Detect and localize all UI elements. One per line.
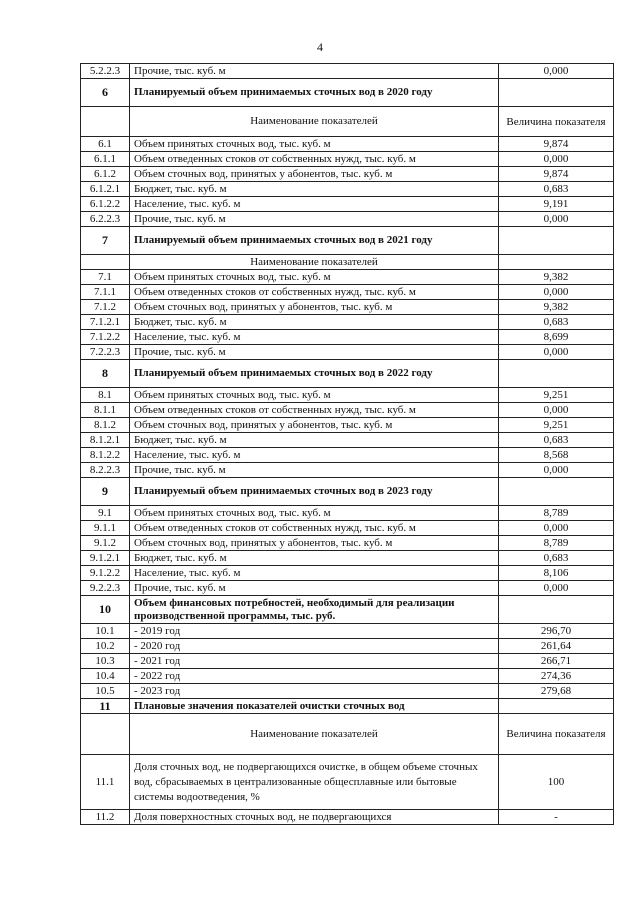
row-value-cell: 0,000 (499, 581, 614, 596)
row-number-cell: 8 (81, 360, 130, 388)
table-row (81, 433, 614, 448)
row-name-cell: Бюджет, тыс. куб. м (130, 182, 499, 197)
row-value-cell: 8,699 (499, 330, 614, 345)
row-name-cell: Объем принятых сточных вод, тыс. куб. м (130, 506, 499, 521)
row-name-cell: Плановые значения показателей очистки сточных вод (130, 699, 499, 714)
row-value-cell: 9,251 (499, 418, 614, 433)
table-row (81, 463, 614, 478)
table-row (81, 506, 614, 521)
row-value-cell: 266,71 (499, 654, 614, 669)
row-name-cell: Объем отведенных стоков от собственных нужд, тыс. куб. м (130, 285, 499, 300)
row-name-cell: Прочие, тыс. куб. м (130, 581, 499, 596)
row-name-cell: - 2021 год (130, 654, 499, 669)
row-number-cell: 10.2 (81, 639, 130, 654)
row-value-cell: 9,874 (499, 167, 614, 182)
row-value-cell: 0,000 (499, 212, 614, 227)
table-row (81, 300, 614, 315)
row-name-cell: Прочие, тыс. куб. м (130, 212, 499, 227)
row-number-cell: 8.1.2.2 (81, 448, 130, 463)
row-value-cell: 8,789 (499, 536, 614, 551)
row-number-cell: 8.1.1 (81, 403, 130, 418)
row-value-cell: 0,683 (499, 433, 614, 448)
row-number-cell: 9.1.1 (81, 521, 130, 536)
table-row (81, 270, 614, 285)
row-value-cell (499, 227, 614, 255)
row-value-cell: 0,000 (499, 521, 614, 536)
row-name-cell: Объем отведенных стоков от собственных нужд, тыс. куб. м (130, 403, 499, 418)
row-number-cell: 11 (81, 699, 130, 714)
row-name-cell: Население, тыс. куб. м (130, 330, 499, 345)
table-row (81, 684, 614, 699)
section-header-row (81, 79, 614, 107)
row-number-cell (81, 714, 130, 755)
table-row (81, 182, 614, 197)
row-number-cell: 9.1.2.2 (81, 566, 130, 581)
indicators-table (80, 63, 614, 825)
row-number-cell: 8.1.2.1 (81, 433, 130, 448)
row-name-cell: Прочие, тыс. куб. м (130, 463, 499, 478)
row-name-cell: Объем финансовых потребностей, необходимый для реализации производственной программы, тыс. руб. (130, 596, 499, 624)
row-number-cell: 10.4 (81, 669, 130, 684)
table-row (81, 654, 614, 669)
row-value-cell (499, 596, 614, 624)
row-value-cell: 0,683 (499, 315, 614, 330)
row-number-cell (81, 255, 130, 270)
row-number-cell: 10.5 (81, 684, 130, 699)
row-value-cell (499, 699, 614, 714)
table-row (81, 810, 614, 825)
section-header-row (81, 360, 614, 388)
page-number: 4 (317, 40, 323, 54)
row-number-cell: 7.1 (81, 270, 130, 285)
row-value-cell: 0,000 (499, 64, 614, 79)
column-header-row (81, 107, 614, 137)
row-number-cell: 7.1.2 (81, 300, 130, 315)
table-row (81, 285, 614, 300)
row-name-cell: Планируемый объем принимаемых сточных вод в 2023 году (130, 478, 499, 506)
table-row (81, 212, 614, 227)
row-name-cell: Планируемый объем принимаемых сточных вод в 2022 году (130, 360, 499, 388)
table-row (81, 581, 614, 596)
row-name-cell: Население, тыс. куб. м (130, 448, 499, 463)
table-row (81, 388, 614, 403)
table-row (81, 521, 614, 536)
table-row (81, 330, 614, 345)
row-name-cell: Доля поверхностных сточных вод, не подвергающихся (130, 810, 499, 825)
row-name-cell: Планируемый объем принимаемых сточных вод в 2020 году (130, 79, 499, 107)
table-row (81, 639, 614, 654)
row-number-cell: 7.1.2.1 (81, 315, 130, 330)
row-name-cell: Доля сточных вод, не подвергающихся очистке, в общем объеме сточных вод, сбрасываемых в централизованные общесплавные или бытовые системы водоотведения, % (130, 755, 499, 810)
table-row (81, 403, 614, 418)
row-name-cell: - 2022 год (130, 669, 499, 684)
section-header-row (81, 699, 614, 714)
row-number-cell: 7 (81, 227, 130, 255)
table-row (81, 448, 614, 463)
row-name-cell: Бюджет, тыс. куб. м (130, 315, 499, 330)
row-number-cell (81, 107, 130, 137)
row-value-cell (499, 255, 614, 270)
row-name-cell: Бюджет, тыс. куб. м (130, 551, 499, 566)
row-name-cell: - 2020 год (130, 639, 499, 654)
row-value-cell: 0,000 (499, 285, 614, 300)
row-number-cell: 10.1 (81, 624, 130, 639)
column-header-row (81, 714, 614, 755)
row-name-cell: Население, тыс. куб. м (130, 197, 499, 212)
row-number-cell: 9 (81, 478, 130, 506)
table-row (81, 755, 614, 810)
table-row (81, 197, 614, 212)
row-name-cell: Объем сточных вод, принятых у абонентов, тыс. куб. м (130, 418, 499, 433)
row-name-cell: Объем сточных вод, принятых у абонентов, тыс. куб. м (130, 167, 499, 182)
table-row (81, 167, 614, 182)
row-name-cell: - 2023 год (130, 684, 499, 699)
table-row (81, 137, 614, 152)
row-value-cell: 0,683 (499, 182, 614, 197)
table-row (81, 551, 614, 566)
table-row (81, 418, 614, 433)
row-number-cell: 9.1.2.1 (81, 551, 130, 566)
table-row (81, 315, 614, 330)
row-number-cell: 6.1.2.2 (81, 197, 130, 212)
row-value-cell: 274,36 (499, 669, 614, 684)
row-value-cell: 0,000 (499, 152, 614, 167)
row-name-cell: Объем принятых сточных вод, тыс. куб. м (130, 388, 499, 403)
row-name-cell: Объем отведенных стоков от собственных нужд, тыс. куб. м (130, 521, 499, 536)
row-number-cell: 6.1 (81, 137, 130, 152)
row-value-cell: 0,000 (499, 345, 614, 360)
row-value-cell: 9,382 (499, 300, 614, 315)
row-name-cell: Наименование показателей (130, 714, 499, 755)
row-number-cell: 9.1.2 (81, 536, 130, 551)
row-value-cell: 0,683 (499, 551, 614, 566)
row-name-cell: Наименование показателей (130, 107, 499, 137)
row-value-cell (499, 478, 614, 506)
row-name-cell: - 2019 год (130, 624, 499, 639)
row-number-cell: 9.2.2.3 (81, 581, 130, 596)
row-number-cell: 11.1 (81, 755, 130, 810)
row-value-cell: 100 (499, 755, 614, 810)
table-row (81, 566, 614, 581)
row-number-cell: 7.1.2.2 (81, 330, 130, 345)
row-number-cell: 6.1.1 (81, 152, 130, 167)
row-name-cell: Наименование показателей (130, 255, 499, 270)
row-name-cell: Объем принятых сточных вод, тыс. куб. м (130, 137, 499, 152)
row-name-cell: Объем отведенных стоков от собственных нужд, тыс. куб. м (130, 152, 499, 167)
row-name-cell: Объем сточных вод, принятых у абонентов, тыс. куб. м (130, 536, 499, 551)
row-name-cell: Планируемый объем принимаемых сточных вод в 2021 году (130, 227, 499, 255)
row-name-cell: Прочие, тыс. куб. м (130, 64, 499, 79)
table-row (81, 345, 614, 360)
table-row (81, 64, 614, 79)
row-number-cell: 9.1 (81, 506, 130, 521)
row-value-cell (499, 79, 614, 107)
row-value-cell: 0,000 (499, 403, 614, 418)
row-value-cell: 296,70 (499, 624, 614, 639)
row-value-cell: 9,251 (499, 388, 614, 403)
row-number-cell: 6.1.2 (81, 167, 130, 182)
row-value-cell: 9,191 (499, 197, 614, 212)
row-value-cell: - (499, 810, 614, 825)
row-value-cell: 9,874 (499, 137, 614, 152)
row-number-cell: 11.2 (81, 810, 130, 825)
row-value-cell: 279,68 (499, 684, 614, 699)
row-number-cell: 8.1.2 (81, 418, 130, 433)
row-name-cell: Объем сточных вод, принятых у абонентов, тыс. куб. м (130, 300, 499, 315)
row-value-cell: 0,000 (499, 463, 614, 478)
row-number-cell: 6 (81, 79, 130, 107)
row-number-cell: 7.1.1 (81, 285, 130, 300)
section-header-row (81, 478, 614, 506)
row-number-cell: 8.1 (81, 388, 130, 403)
table-row (81, 152, 614, 167)
row-value-cell: 8,568 (499, 448, 614, 463)
row-value-cell: Величина показателя (499, 714, 614, 755)
row-number-cell: 8.2.2.3 (81, 463, 130, 478)
table-row (81, 536, 614, 551)
table-row (81, 669, 614, 684)
row-number-cell: 6.2.2.3 (81, 212, 130, 227)
row-number-cell: 10 (81, 596, 130, 624)
row-value-cell: 9,382 (499, 270, 614, 285)
row-name-cell: Прочие, тыс. куб. м (130, 345, 499, 360)
row-value-cell: 8,789 (499, 506, 614, 521)
table-row (81, 624, 614, 639)
row-number-cell: 5.2.2.3 (81, 64, 130, 79)
section-header-row (81, 227, 614, 255)
row-value-cell (499, 360, 614, 388)
section-header-row (81, 596, 614, 624)
row-number-cell: 10.3 (81, 654, 130, 669)
row-name-cell: Бюджет, тыс. куб. м (130, 433, 499, 448)
row-number-cell: 6.1.2.1 (81, 182, 130, 197)
row-value-cell: 261,64 (499, 639, 614, 654)
row-name-cell: Население, тыс. куб. м (130, 566, 499, 581)
row-value-cell: Величина показателя (499, 107, 614, 137)
column-header-row (81, 255, 614, 270)
row-value-cell: 8,106 (499, 566, 614, 581)
row-number-cell: 7.2.2.3 (81, 345, 130, 360)
row-name-cell: Объем принятых сточных вод, тыс. куб. м (130, 270, 499, 285)
